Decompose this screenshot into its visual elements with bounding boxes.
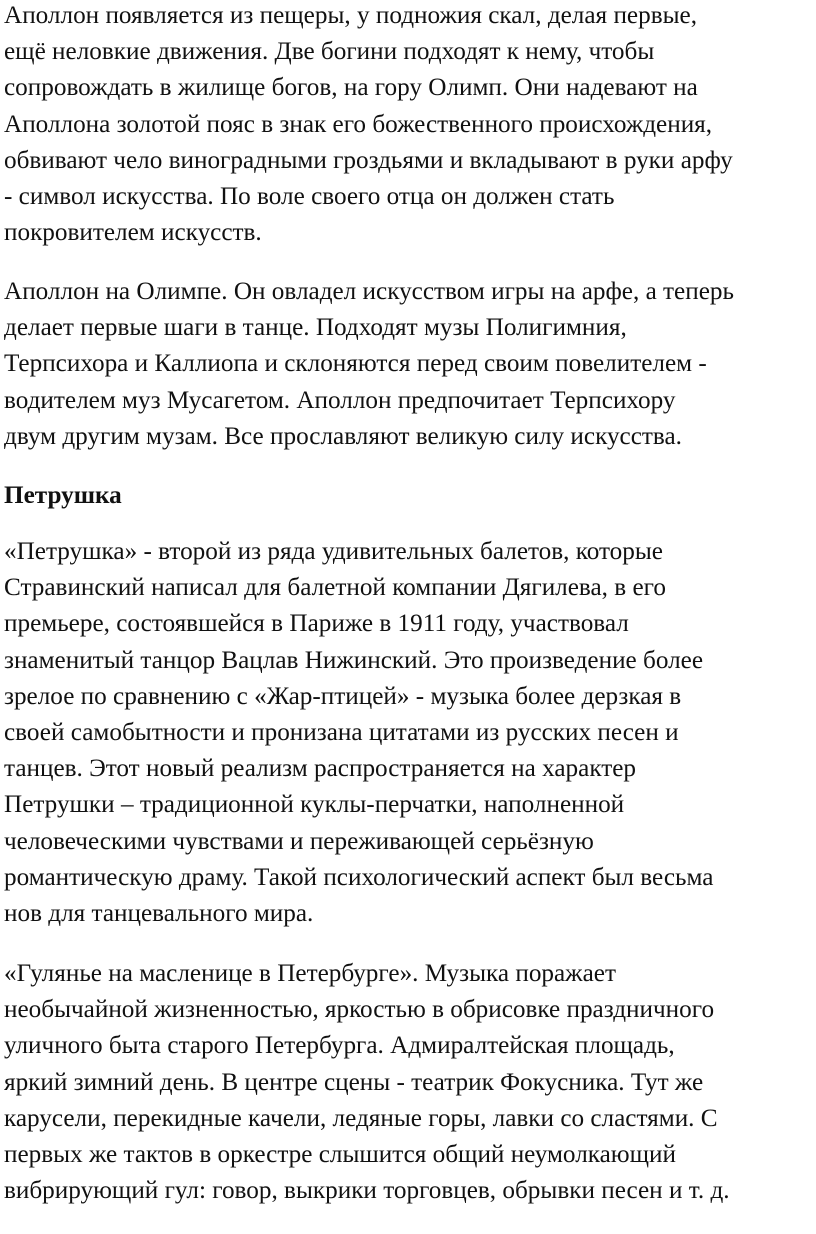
paragraph-apollo-birth: Аполлон появляется из пещеры, у подножия скал, делая первые, ещё неловкие движения. Две богини подходят к нему, чтобы сопровождать в жилище богов, на гору Олимп. Они надевают на Аполлона золотой пояс в знак его божественного происхождения, обвивают чело виноградными гроздьями и вкладывают в руки арфу - символ искусства. По воле своего отца он должен стать покровителем искусств. [4, 2, 733, 247]
section-heading-petrushka: Петрушка [4, 482, 122, 509]
paragraph-shrovetide-fair: «Гулянье на масленице в Петербурге». Музыка поражает необычайной жизненностью, яркостью в обрисовке праздничного уличного быта старого Петербурга. Адмиралтейская площадь, яркий зимний день. В центре сцены - театрик Фокусника. Тут же карусели, перекидные качели, ледяные горы, лавки со сластями. С первых же тактов в оркестре слышится общий неумолкающий вибрирующий гул: говор, выкрики торговцев, обрывки песен и т. д. [4, 960, 730, 1205]
paragraph-apollo-olympus: Аполлон на Олимпе. Он овладел искусством игры на арфе, а теперь делает первые шаги в танце. Подходят музы Полигимния, Терпсихора и Каллиопа и склоняются перед своим повелителем - водителем муз Мусагетом. Аполлон предпочитает Терпсихору двум другим музам. Все прославляют великую силу искусства. [4, 278, 734, 450]
paragraph-petrushka-intro: «Петрушка» - второй из ряда удивительных балетов, которые Стравинский написал для балетной компании Дягилева, в его премьере, состоявшейся в Париже в 1911 году, участвовал знаменитый танцор Вацлав Нижинский. Это произведение более зрелое по сравнению с «Жар-птицей» - музыка более дерзкая в своей самобытности и пронизана цитатами из русских песен и танцев. Этот новый реализм распространяется на характер Петрушки – традиционной куклы-перчатки, наполненной человеческими чувствами и переживающей серьёзную романтическую драму. Такой психологический аспект был весьма нов для танцевального мира. [4, 538, 714, 928]
